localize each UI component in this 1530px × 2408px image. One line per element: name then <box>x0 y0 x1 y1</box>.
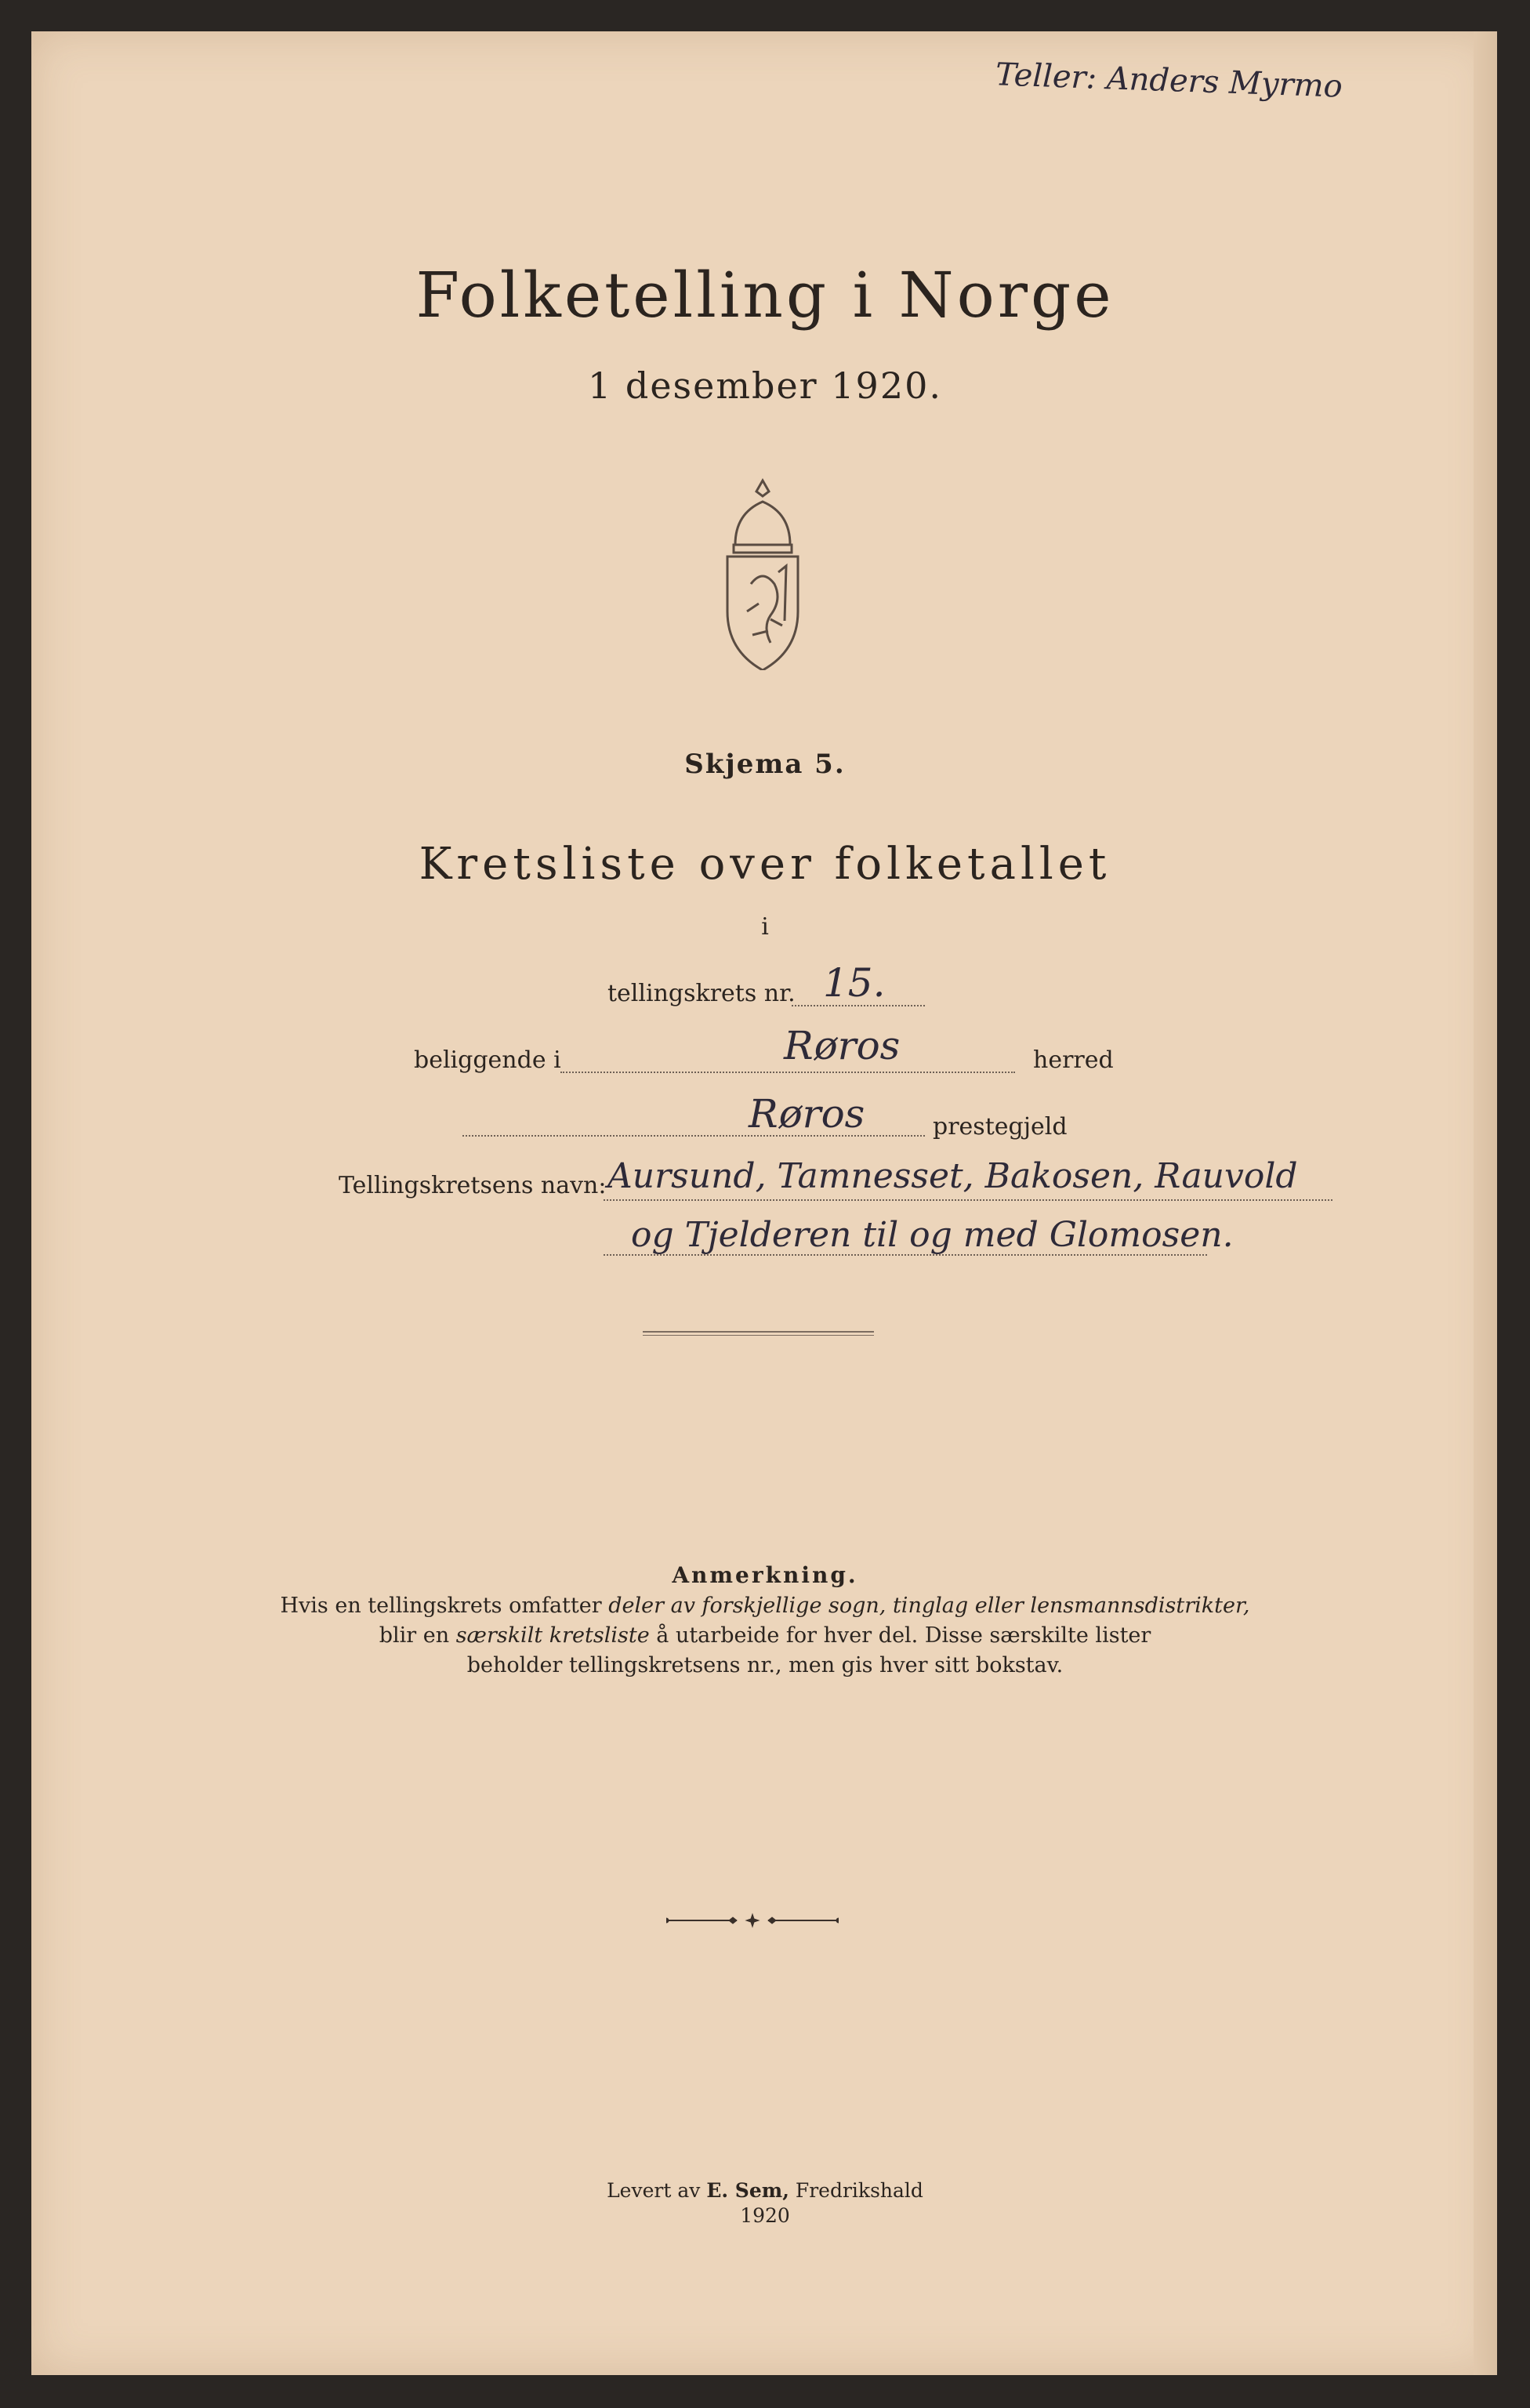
remark-line-1-b: deler av forskjellige sogn, tinglag eller lensmannsdistrikter, <box>608 1594 1250 1618</box>
divider-ornament-icon <box>666 1913 839 1928</box>
remark-line-2-c: å utarbeide for hver del. Disse særskilte lister <box>656 1623 1151 1648</box>
schema-label: Skjema 5. <box>684 749 846 780</box>
separator-rule <box>643 1331 874 1336</box>
remark-line-2-a: blir en <box>379 1623 450 1648</box>
census-date: 1 desember 1920. <box>588 364 942 407</box>
parish-label: prestegjeld <box>933 1113 1068 1141</box>
district-value: 15. <box>823 960 886 1006</box>
coat-of-arms-icon <box>704 474 821 670</box>
printer-year: 1920 <box>740 2204 790 2227</box>
remark-line-3: beholder tellingskretsens nr., men gis hver sitt bokstav. <box>466 1653 1064 1677</box>
district-label: tellingskrets nr. <box>607 980 796 1007</box>
form-heading: Kretsliste over folketallet <box>419 839 1111 890</box>
herred-label: herred <box>1033 1046 1114 1074</box>
teller-annotation: Teller: Anders Myrmo <box>995 56 1343 105</box>
remark-line-2-b: særskilt kretsliste <box>455 1623 650 1648</box>
remark-heading: Anmerkning. <box>672 1562 858 1588</box>
page-title: Folketelling i Norge <box>415 259 1115 332</box>
remark-line-1-a: Hvis en tellingskrets omfatter <box>280 1594 602 1618</box>
district-name-line-2: og Tjelderen til og med Glomosen. <box>631 1215 1234 1255</box>
located-dotline <box>560 1072 1015 1073</box>
located-value: Røros <box>784 1023 901 1068</box>
printer-line <box>0 2179 1530 2202</box>
name-dotline-1 <box>604 1199 1332 1201</box>
remark-line-2 <box>0 1623 1530 1648</box>
printer-name: E. Sem, <box>706 2179 789 2202</box>
parish-value: Røros <box>749 1091 865 1137</box>
located-label: beliggende i <box>414 1046 561 1074</box>
printer-prefix: Levert av <box>607 2179 701 2202</box>
printer-city: Fredrikshald <box>795 2179 923 2202</box>
remark-line-1 <box>0 1594 1530 1618</box>
district-name-line-1: Aursund, Tamnesset, Bakosen, Rauvold <box>607 1156 1298 1196</box>
connector-i: i <box>761 913 769 941</box>
district-name-label: Tellingskretsens navn: <box>339 1172 607 1199</box>
